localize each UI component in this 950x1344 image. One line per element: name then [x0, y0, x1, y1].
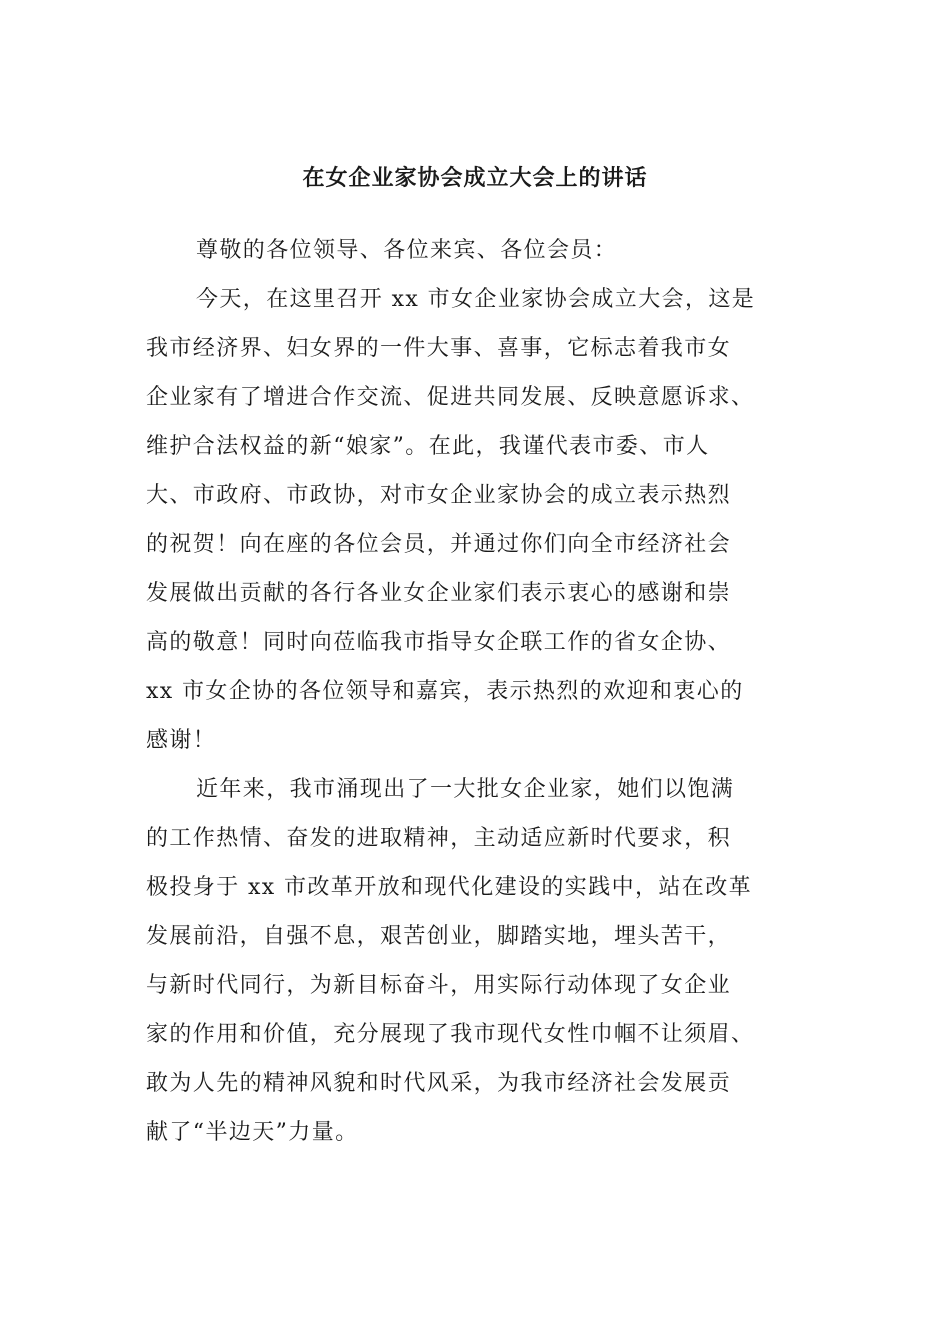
text-line: 今天，在这里召开 xx 市女企业家协会成立大会，这是	[196, 287, 756, 312]
document-body	[146, 226, 806, 1157]
text-line: 的工作热情、奋发的进取精神，主动适应新时代要求，积	[146, 826, 732, 851]
text-line: 大、市政府、市政协，对市女企业家协会的成立表示热烈	[146, 483, 732, 508]
text-line: 企业家有了增进合作交流、促进共同发展、反映意愿诉求、	[146, 385, 755, 410]
text-line: 与新时代同行，为新目标奋斗，用实际行动体现了女企业	[146, 973, 732, 998]
text-line: 近年来，我市涌现出了一大批女企业家，她们以饱满	[196, 777, 735, 802]
text-line: 发展做出贡献的各行各业女企业家们表示衷心的感谢和崇	[146, 581, 732, 606]
text-line: 高的敬意！同时向莅临我市指导女企联工作的省女企协、	[146, 630, 732, 655]
paragraph-opening	[146, 275, 806, 765]
text-line: 极投身于 xx 市改革开放和现代化建设的实践中，站在改革	[146, 875, 753, 900]
text-line: xx 市女企协的各位领导和嘉宾，表示热烈的欢迎和衷心的	[146, 679, 744, 704]
text-line: 维护合法权益的新“娘家”。在此，我谨代表市委、市人	[146, 434, 710, 459]
text-line: 我市经济界、妇女界的一件大事、喜事，它标志着我市女	[146, 336, 732, 361]
text-line: 尊敬的各位领导、各位来宾、各位会员：	[196, 238, 618, 263]
paragraph-achievements	[146, 765, 806, 1157]
text-line: 发展前沿，自强不息，艰苦创业，脚踏实地，埋头苦干，	[146, 924, 732, 949]
text-line: 感谢！	[146, 728, 217, 753]
text-line: 家的作用和价值，充分展现了我市现代女性巾帼不让须眉、	[146, 1022, 755, 1047]
text-line: 敢为人先的精神风貌和时代风采，为我市经济社会发展贡	[146, 1071, 732, 1096]
paragraph-salutation	[146, 226, 806, 275]
text-line: 献了“半边天”力量。	[146, 1120, 359, 1145]
document-title: 在女企业家协会成立大会上的讲话	[302, 165, 648, 191]
text-line: 的祝贺！向在座的各位会员，并通过你们向全市经济社会	[146, 532, 732, 557]
